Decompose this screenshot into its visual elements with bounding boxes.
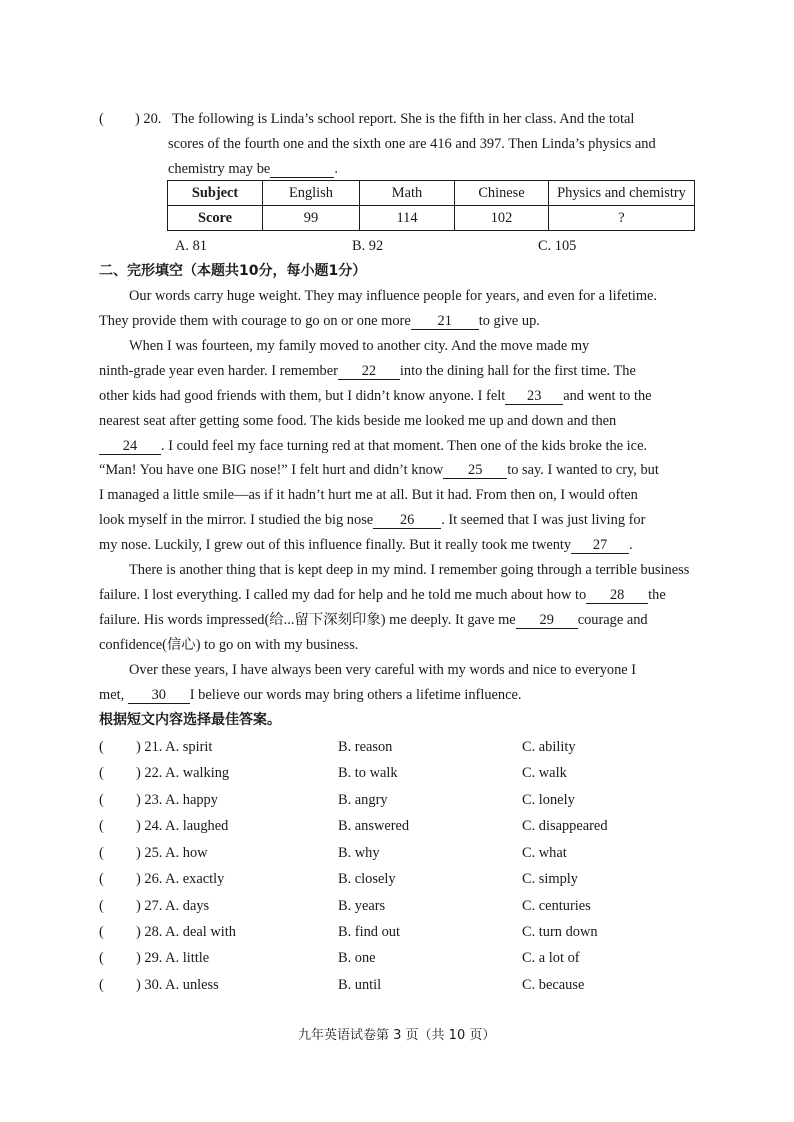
q20-option-c: C. 105: [538, 238, 577, 254]
question-stem-a: ) 23. A. happy: [136, 792, 218, 808]
blank-27: 27: [571, 537, 629, 554]
p3-line2: [99, 586, 666, 604]
option-b: B. answered: [338, 818, 410, 834]
q20-number: ) 20.: [135, 111, 162, 127]
header-subject: Subject: [168, 181, 263, 206]
blank-26: 26: [373, 512, 441, 529]
question-paren: (: [99, 950, 104, 966]
header-physics-chemistry: Physics and chemistry: [549, 181, 695, 206]
option-c: C. turn down: [522, 924, 598, 940]
blank-21: 21: [411, 313, 479, 330]
option-b: B. one: [338, 950, 376, 966]
question-paren: (: [99, 898, 104, 914]
question-stem-a: ) 29. A. little: [136, 950, 210, 966]
score-table: [167, 180, 695, 231]
question-paren: (: [99, 739, 104, 755]
option-b: B. why: [338, 845, 380, 861]
option-b: B. closely: [338, 871, 396, 887]
question-paren: (: [99, 845, 104, 861]
score-math: 114: [360, 206, 455, 231]
p2-line3-post: and went to the: [563, 388, 652, 404]
header-chinese: Chinese: [455, 181, 549, 206]
option-c: C. ability: [522, 739, 576, 755]
question-stem-a: ) 28. A. deal with: [136, 924, 236, 940]
p4-line2-pre: met,: [99, 687, 125, 703]
row-label-score: Score: [168, 206, 263, 231]
p4-line1: Over these years, I have always been very careful with my words and nice to everyone I: [129, 662, 637, 678]
question-paren: (: [99, 924, 104, 940]
page-footer: 九年英语试卷第 3 页（共 10 页）: [298, 1028, 496, 1043]
blank-28: 28: [586, 587, 648, 604]
section-2-title: 二、完形填空（本题共10分，每小题1分）: [99, 263, 367, 279]
p3-line3-pre: failure. His words impressed(给...留下深刻印象) me deeply. It gave me: [99, 612, 516, 628]
p2-line8-post: . It seemed that I was just living for: [441, 512, 646, 528]
p2-line6-post: to say. I wanted to cry, but: [507, 462, 659, 478]
p2-line5: [99, 437, 647, 455]
q20-option-a: A. 81: [175, 238, 207, 254]
p2-line6: [99, 461, 659, 479]
p2-line3: [99, 387, 652, 405]
p2-line2-pre: ninth-grade year even harder. I remember: [99, 363, 338, 379]
p2-line7: I managed a little smile—as if it hadn’t hurt me at all. But it had. From then on, I would often: [99, 487, 638, 503]
p3-line2-post: the: [648, 587, 666, 603]
option-b: B. until: [338, 977, 382, 993]
question-stem-a: ) 22. A. walking: [136, 765, 230, 781]
p1-line2-post: to give up.: [478, 313, 540, 329]
blank-30: 30: [128, 687, 190, 704]
score-table-row: [168, 206, 695, 231]
instruction: 根据短文内容选择最佳答案。: [99, 712, 281, 728]
question-stem-a: ) 27. A. days: [136, 898, 210, 914]
blank-29: 29: [516, 612, 578, 629]
option-c: C. walk: [522, 765, 567, 781]
blank-22: 22: [338, 363, 400, 380]
p2-line8-pre: look myself in the mirror. I studied the big nose: [99, 512, 374, 528]
question-paren: (: [99, 818, 104, 834]
question-paren: (: [99, 765, 104, 781]
p2-line8: [99, 511, 645, 529]
p2-line6-pre: “Man! You have one BIG nose!” I felt hurt and didn’t know: [99, 462, 444, 478]
question-stem-a: ) 24. A. laughed: [136, 818, 229, 834]
q20-line2: scores of the fourth one and the sixth one are 416 and 397. Then Linda’s physics and: [168, 136, 656, 152]
option-c: C. disappeared: [522, 818, 608, 834]
question-paren: (: [99, 977, 104, 993]
p2-line1: When I was fourteen, my family moved to another city. And the move made my: [129, 338, 590, 354]
header-english: English: [263, 181, 360, 206]
option-c: C. a lot of: [522, 950, 580, 966]
p2-line2: [99, 362, 636, 380]
option-c: C. lonely: [522, 792, 575, 808]
blank-25: 25: [443, 462, 507, 479]
q20-line3-pre: chemistry may be: [168, 161, 271, 177]
header-math: Math: [360, 181, 455, 206]
option-c: C. because: [522, 977, 585, 993]
p4-line2: [99, 686, 521, 704]
q20-option-b: B. 92: [352, 238, 384, 254]
question-paren: (: [99, 871, 104, 887]
p1-line1: Our words carry huge weight. They may influence people for years, and even for a lifetime.: [129, 288, 657, 304]
option-b: B. years: [338, 898, 386, 914]
p2-line2-post: into the dining hall for the first time. The: [399, 363, 636, 379]
q20-line1: The following is Linda’s school report. She is the fifth in her class. And the total: [172, 111, 635, 127]
p2-line5-post: . I could feel my face turning red at that moment. Then one of the kids broke the ice.: [161, 438, 648, 454]
q20-paren-open: (: [99, 111, 104, 127]
p2-line9: [99, 536, 633, 554]
q20-line3-post: .: [334, 161, 338, 177]
p2-line3-pre: other kids had good friends with them, but I didn’t know anyone. I felt: [99, 388, 506, 404]
option-b: B. reason: [338, 739, 393, 755]
p3-line2-pre: failure. I lost everything. I called my dad for help and he told me much about how to: [99, 587, 587, 603]
blank-24: 24: [99, 438, 161, 455]
option-b: B. find out: [338, 924, 400, 940]
question-paren: (: [99, 792, 104, 808]
option-c: C. what: [522, 845, 567, 861]
blank-23: 23: [505, 388, 563, 405]
q20-blank: [270, 161, 334, 178]
score-physics-chemistry: ?: [549, 206, 695, 231]
score-english: 99: [263, 206, 360, 231]
question-stem-a: ) 26. A. exactly: [136, 871, 225, 887]
question-stem-a: ) 25. A. how: [136, 845, 208, 861]
score-table-header: [168, 181, 695, 206]
p2-line9-post: .: [629, 537, 633, 553]
option-b: B. angry: [338, 792, 388, 808]
p1-line2-pre: They provide them with courage to go on or one more: [99, 313, 411, 329]
p3-line4: confidence(信心) to go on with my business.: [99, 637, 359, 653]
p1-line2: [99, 312, 540, 330]
question-stem-a: ) 21. A. spirit: [136, 739, 213, 755]
question-stem-a: ) 30. A. unless: [136, 977, 219, 993]
option-c: C. centuries: [522, 898, 591, 914]
p2-line4: nearest seat after getting some food. The kids beside me looked me up and down and then: [99, 413, 617, 429]
p2-line9-pre: my nose. Luckily, I grew out of this influence finally. But it really took me twenty: [99, 537, 572, 553]
p3-line3: [99, 611, 648, 629]
score-chinese: 102: [455, 206, 549, 231]
option-c: C. simply: [522, 871, 578, 887]
q20-line3: [168, 160, 338, 178]
p3-line3-post: courage and: [577, 612, 648, 628]
p3-line1: There is another thing that is kept deep in my mind. I remember going through a terrible business: [129, 562, 690, 578]
p4-line2-post: I believe our words may bring others a lifetime influence.: [189, 687, 522, 703]
option-b: B. to walk: [338, 765, 398, 781]
